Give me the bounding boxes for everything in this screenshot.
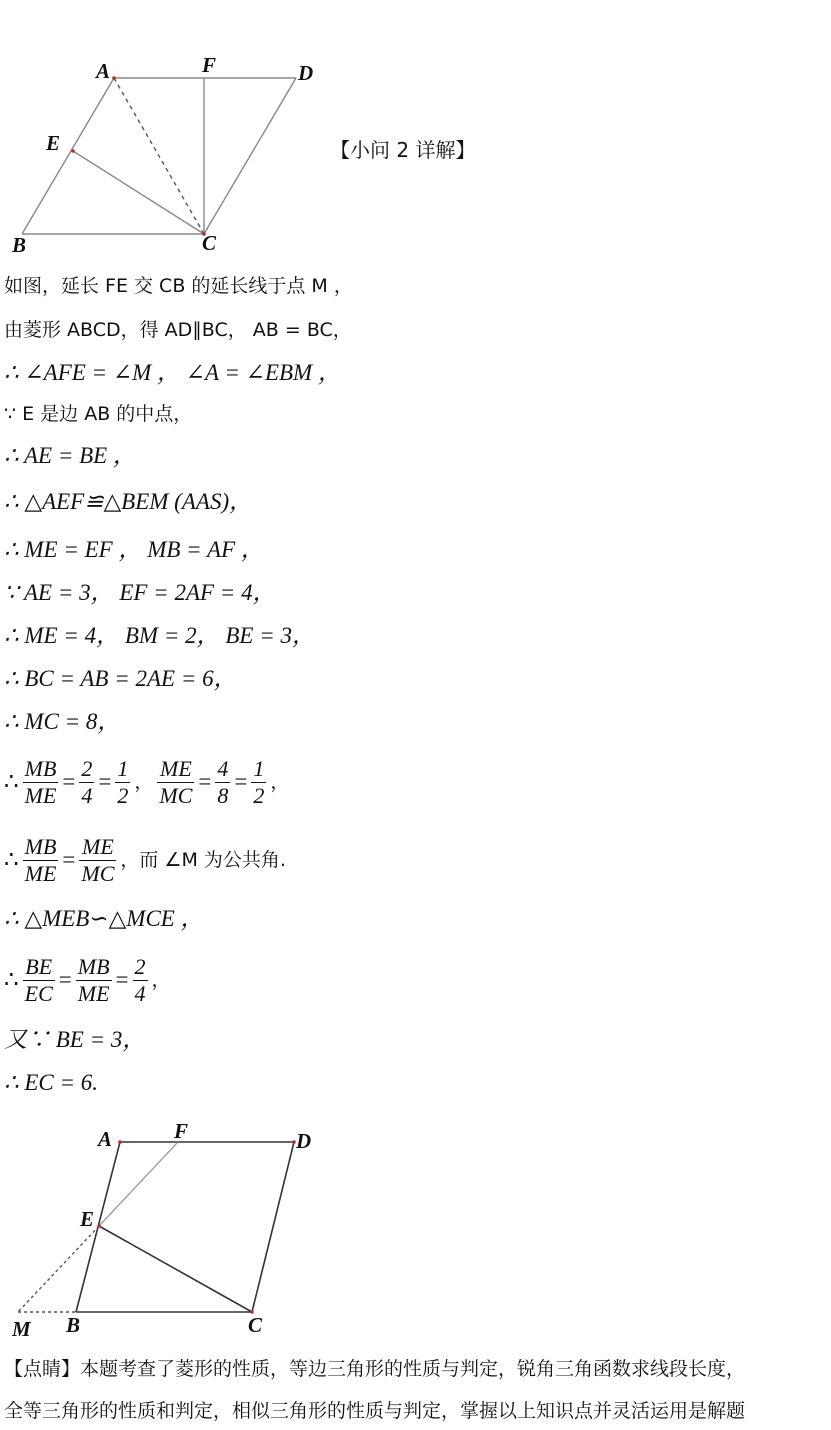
solution-line-13: ∴ $\frac{MB}{ME}$ = $\frac{ME}{MC}$ ，而 ∠M 为公共角. xyxy=(4,833,286,886)
fraction: $\frac{MB}{ME}$ xyxy=(24,755,57,808)
solution-line-12: ∴ $\frac{MB}{ME}$ = $\frac{2}{4}$ = $\frac{1}{2}$ ， $\frac{ME}{MC}$ = $\frac{4}{8}$ = $\frac{1}{2}$ ， xyxy=(4,755,290,808)
section-label: 【小问 2 详解】 xyxy=(330,138,476,162)
note-line-2: 全等三角形的性质和判定，相似三角形的性质与判定，掌握以上知识点并灵活运用是解题 xyxy=(4,1400,746,1422)
label-e: E xyxy=(80,1207,95,1231)
label-b: B xyxy=(66,1313,81,1337)
solution-line-6: ∴ △AEF≌△BEM (AAS)， xyxy=(4,489,253,514)
label-m: M xyxy=(12,1317,31,1341)
solution-line-10: ∴ BC = AB = 2AE = 6， xyxy=(4,666,237,691)
segment-cd xyxy=(204,78,296,234)
fraction: $\frac{MB}{ME}$ xyxy=(24,833,57,886)
fraction: $\frac{2}{4}$ xyxy=(81,755,93,808)
solution-line-8: ∵ AE = 3， EF = 2AF = 4， xyxy=(4,580,276,605)
solution-line-14: ∴ △MEB∽△MCE ， xyxy=(4,906,204,931)
fraction: $\frac{BE}{EC}$ xyxy=(24,953,53,1006)
figure-rhombus-1 xyxy=(0,50,330,260)
segment-cd xyxy=(252,1142,294,1312)
fraction: $\frac{MB}{ME}$ xyxy=(77,953,110,1006)
solution-line-15: ∴ $\frac{BE}{EC}$ = $\frac{MB}{ME}$ = $\frac{2}{4}$ ， xyxy=(4,953,171,1006)
segment-ab xyxy=(22,78,114,234)
label-f: F xyxy=(202,53,217,77)
solution-line-5: ∴ AE = BE ， xyxy=(4,443,136,468)
label-c: C xyxy=(248,1313,263,1337)
fraction: $\frac{1}{2}$ xyxy=(117,755,129,808)
solution-line-7: ∴ ME = EF ， MB = AF ， xyxy=(4,537,264,562)
fraction: $\frac{ME}{MC}$ xyxy=(159,755,193,808)
note-line-1: 【点睛】本题考查了菱形的性质，等边三角形的性质与判定，锐角三角函数求线段长度， xyxy=(4,1358,746,1380)
solution-line-2: 由菱形 ABCD，得 AD∥BC， AB = BC， xyxy=(4,319,352,341)
segment-ec xyxy=(73,151,204,234)
solution-line-17: ∴ EC = 6. xyxy=(4,1070,99,1095)
fraction: $\frac{ME}{MC}$ xyxy=(81,833,115,886)
label-a: A xyxy=(96,59,111,83)
fraction: $\frac{2}{4}$ xyxy=(134,953,146,1006)
solution-line-3: ∴ ∠AFE = ∠M ， ∠A = ∠EBM ， xyxy=(4,360,341,385)
label-f: F xyxy=(174,1119,189,1143)
solution-line-9: ∴ ME = 4， BM = 2， BE = 3， xyxy=(4,623,315,648)
solution-line-1: 如图，延长 FE 交 CB 的延长线于点 M ， xyxy=(4,275,353,297)
segment-ec xyxy=(99,1226,252,1312)
label-c: C xyxy=(202,231,217,255)
fraction: $\frac{4}{8}$ xyxy=(217,755,229,808)
label-e: E xyxy=(46,131,61,155)
segment-ac-dashed xyxy=(114,78,204,234)
label-d: D xyxy=(298,61,314,85)
figure-rhombus-2 xyxy=(0,1118,330,1348)
fraction: $\frac{1}{2}$ xyxy=(253,755,265,808)
label-b: B xyxy=(12,233,27,257)
label-d: D xyxy=(296,1129,312,1153)
solution-line-16: 又∵ BE = 3， xyxy=(4,1027,146,1052)
solution-line-11: ∴ MC = 8， xyxy=(4,709,121,734)
segment-fe xyxy=(99,1142,178,1226)
label-a: A xyxy=(98,1127,113,1151)
solution-line-4: ∵ E 是边 AB 的中点， xyxy=(4,403,193,425)
